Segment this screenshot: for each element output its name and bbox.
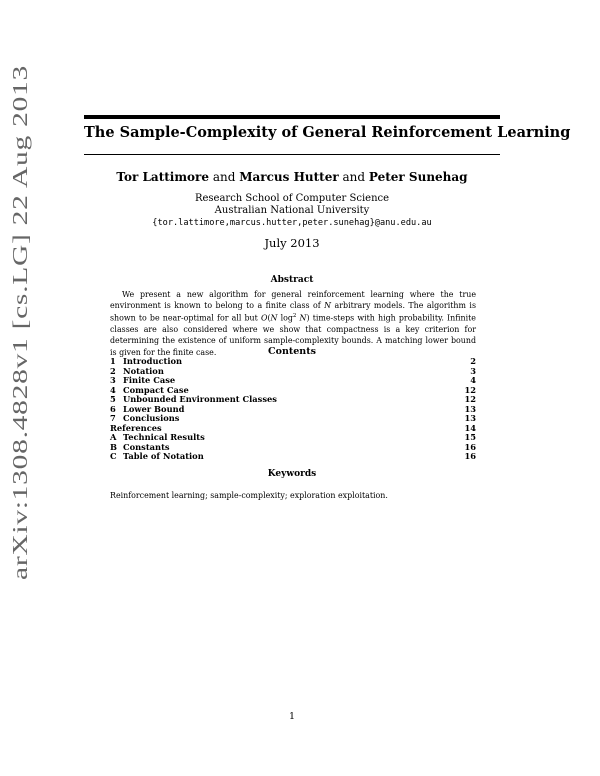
- abstract-text: arbitrary models. The algorithm is shown to be near-optimal for all but: [110, 301, 476, 324]
- abstract-text: time-steps with high probability. Infinite classes are also considered where we show that compactness is a key criterion for determining the existence of uniform sample-complexity bounds. A matching lower bound is given for the finite case.: [110, 314, 476, 357]
- toc-page: 13: [464, 403, 476, 414]
- toc-number: C: [110, 451, 117, 461]
- toc-title: Notation: [123, 365, 164, 376]
- paper-title: The Sample-Complexity of General Reinforcement Learning: [84, 124, 571, 141]
- toc-page: 3: [470, 365, 476, 376]
- toc-title: Conclusions: [123, 413, 180, 423]
- toc-number: 1: [110, 356, 116, 366]
- toc-entry[interactable]: [110, 414, 476, 424]
- abstract-heading: Abstract: [270, 275, 314, 285]
- author-name: Tor Lattimore: [116, 170, 209, 184]
- toc-title: Finite Case: [123, 375, 176, 385]
- toc-title: Table of Notation: [123, 451, 204, 461]
- toc-page: 16: [464, 441, 476, 452]
- toc-page: 13: [464, 413, 476, 423]
- arxiv-stamp-text: arXiv:1308.4828v1 [cs.LG] 22 Aug 2013: [8, 213, 32, 580]
- toc-number: 2: [110, 365, 116, 376]
- toc-page: 12: [464, 394, 476, 404]
- table-of-contents: [110, 357, 476, 462]
- affiliation: [84, 193, 500, 229]
- toc-entry[interactable]: [110, 452, 476, 462]
- toc-page: 16: [464, 451, 476, 461]
- author-name: Peter Sunehag: [368, 170, 468, 184]
- author-separator: and: [212, 170, 236, 184]
- math-log: log: [277, 314, 293, 324]
- math-variable: N: [296, 314, 307, 324]
- toc-title: References: [110, 422, 162, 433]
- toc-entry[interactable]: [110, 357, 476, 367]
- toc-title: Compact Case: [123, 384, 189, 395]
- toc-number: 6: [110, 403, 116, 414]
- title-rule-bottom: [84, 154, 500, 155]
- toc-page: 12: [464, 384, 476, 395]
- author-line: [84, 170, 500, 184]
- arxiv-stamp: [4, 60, 34, 580]
- author-emails: {tor.lattimore,marcus.hutter,peter.sunehag}@anu.edu.au: [152, 218, 432, 228]
- toc-number: 3: [110, 375, 116, 385]
- toc-number: 7: [110, 413, 116, 423]
- math-variable: N: [324, 301, 332, 311]
- toc-page: 4: [470, 375, 476, 385]
- math-paren: (: [267, 314, 271, 324]
- abstract-text: We present a new algorithm for general reinforcement learning where the true environment is known to belong to a finite class of: [110, 290, 476, 311]
- page-number: 1: [288, 711, 296, 722]
- author-separator: and: [342, 170, 366, 184]
- math-paren: ): [306, 314, 310, 324]
- keywords-text: Reinforcement learning; sample-complexity; exploration exploitation.: [110, 491, 388, 500]
- toc-title: Lower Bound: [123, 403, 185, 414]
- keywords-heading: Keywords: [267, 469, 317, 479]
- toc-number: 5: [110, 394, 116, 404]
- toc-page: 14: [464, 422, 476, 433]
- toc-number: 4: [110, 384, 116, 395]
- affiliation-school: Research School of Computer Science: [194, 193, 390, 204]
- author-name: Marcus Hutter: [239, 170, 339, 184]
- toc-title: Technical Results: [123, 432, 205, 442]
- math-variable: N: [270, 314, 278, 324]
- math-big-o: O: [260, 314, 268, 324]
- contents-heading: Contents: [268, 346, 316, 357]
- toc-page: 15: [464, 432, 476, 442]
- toc-title: Constants: [123, 441, 170, 452]
- toc-number: A: [110, 432, 117, 442]
- title-rule-top: [84, 115, 500, 119]
- affiliation-university: Australian National University: [214, 205, 370, 216]
- toc-page: 2: [470, 356, 476, 366]
- paper-date: July 2013: [264, 236, 320, 250]
- math-superscript: 2: [292, 313, 297, 320]
- toc-title: Unbounded Environment Classes: [123, 394, 277, 404]
- toc-title: Introduction: [123, 356, 183, 366]
- toc-number: B: [110, 441, 118, 452]
